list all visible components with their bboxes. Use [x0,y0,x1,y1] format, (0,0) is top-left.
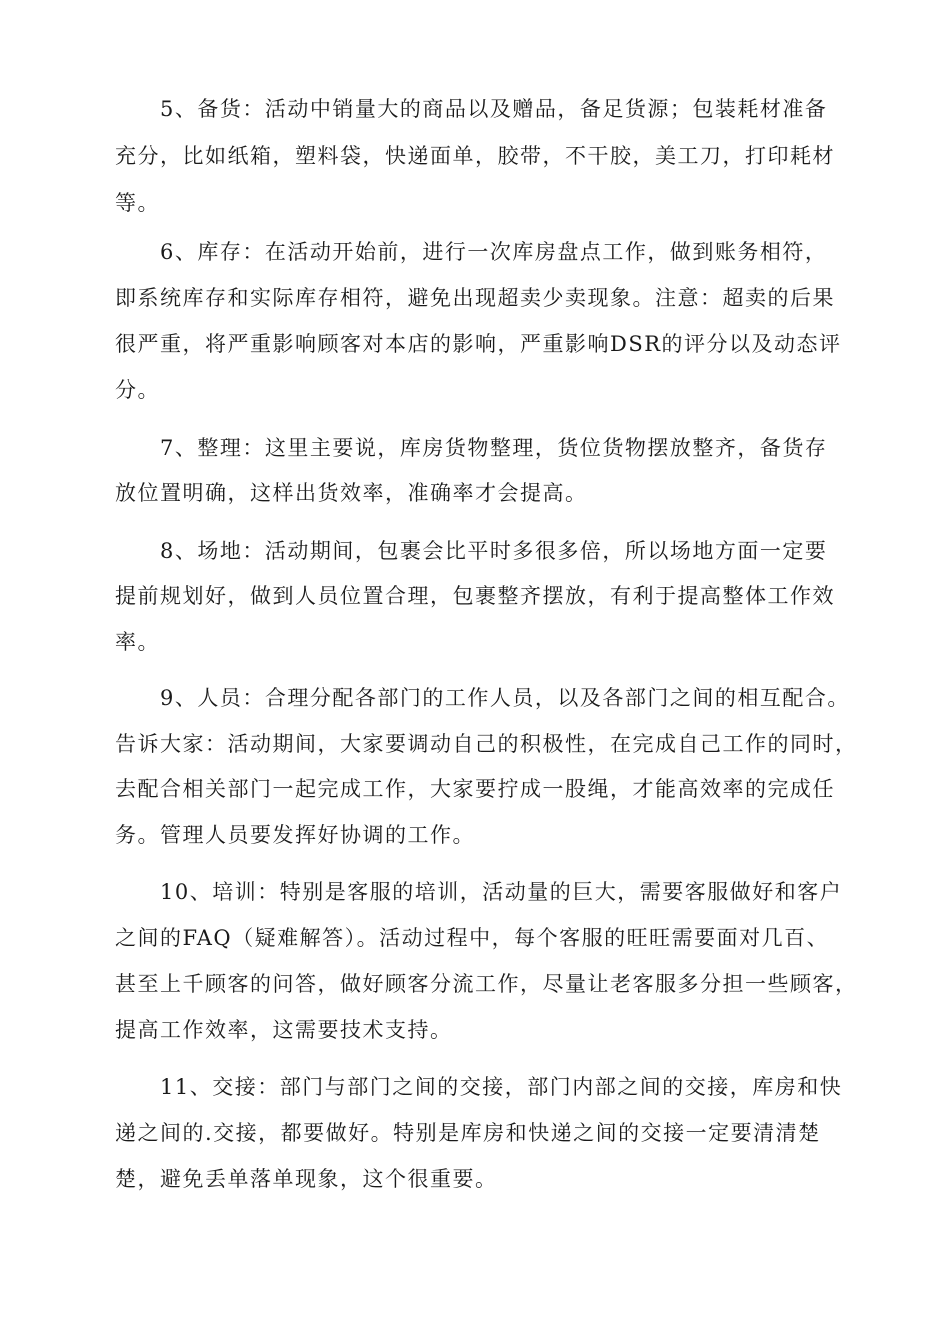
paragraph-line: 甚至上千顾客的问答，做好顾客分流工作，尽量让老客服多分担一些顾客， [115,972,858,996]
paragraph-line: 去配合相关部门一起完成工作，大家要拧成一股绳，才能高效率的完成任 [115,777,835,801]
paragraph-line: 分。 [115,378,160,402]
paragraph-line: 很严重，将严重影响顾客对本店的影响，严重影响DSR的评分以及动态评 [115,332,842,356]
paragraph-line: 等。 [115,191,160,215]
paragraph-line: 之间的FAQ（疑难解答）。活动过程中，每个客服的旺旺需要面对几百、 [115,926,830,950]
paragraph-line: 7、整理：这里主要说，库房货物整理，货位货物摆放整齐，备货存 [160,436,828,460]
paragraph-line: 6、库存：在活动开始前，进行一次库房盘点工作，做到账务相符， [160,240,828,264]
paragraph-line: 10、培训：特别是客服的培训，活动量的巨大，需要客服做好和客户 [160,880,843,904]
paragraph-line: 5、备货：活动中销量大的商品以及赠品，备足货源；包装耗材准备 [160,97,828,121]
paragraph-line: 务。管理人员要发挥好协调的工作。 [115,823,475,847]
paragraph-line: 提高工作效率，这需要技术支持。 [115,1018,453,1042]
paragraph-line: 楚，避免丢单落单现象，这个很重要。 [115,1167,498,1191]
paragraph-line: 8、场地：活动期间，包裹会比平时多很多倍，所以场地方面一定要 [160,539,828,563]
paragraph-line: 放位置明确，这样出货效率，准确率才会提高。 [115,481,588,505]
paragraph-line: 11、交接：部门与部门之间的交接，部门内部之间的交接，库房和快 [160,1075,843,1099]
paragraph-line: 充分，比如纸箱，塑料袋，快递面单，胶带，不干胶，美工刀，打印耗材 [115,144,835,168]
paragraph-line: 9、人员：合理分配各部门的工作人员，以及各部门之间的相互配合。 [160,686,850,710]
paragraph-line: 提前规划好，做到人员位置合理，包裹整齐摆放，有利于提高整体工作效 [115,584,835,608]
paragraph-line: 告诉大家：活动期间，大家要调动自己的积极性，在完成自己工作的同时， [115,732,858,756]
paragraph-line: 即系统库存和实际库存相符，避免出现超卖少卖现象。注意：超卖的后果 [115,286,835,310]
paragraph-line: 率。 [115,630,160,654]
paragraph-line: 递之间的.交接，都要做好。特别是库房和快递之间的交接一定要清清楚 [115,1121,821,1145]
